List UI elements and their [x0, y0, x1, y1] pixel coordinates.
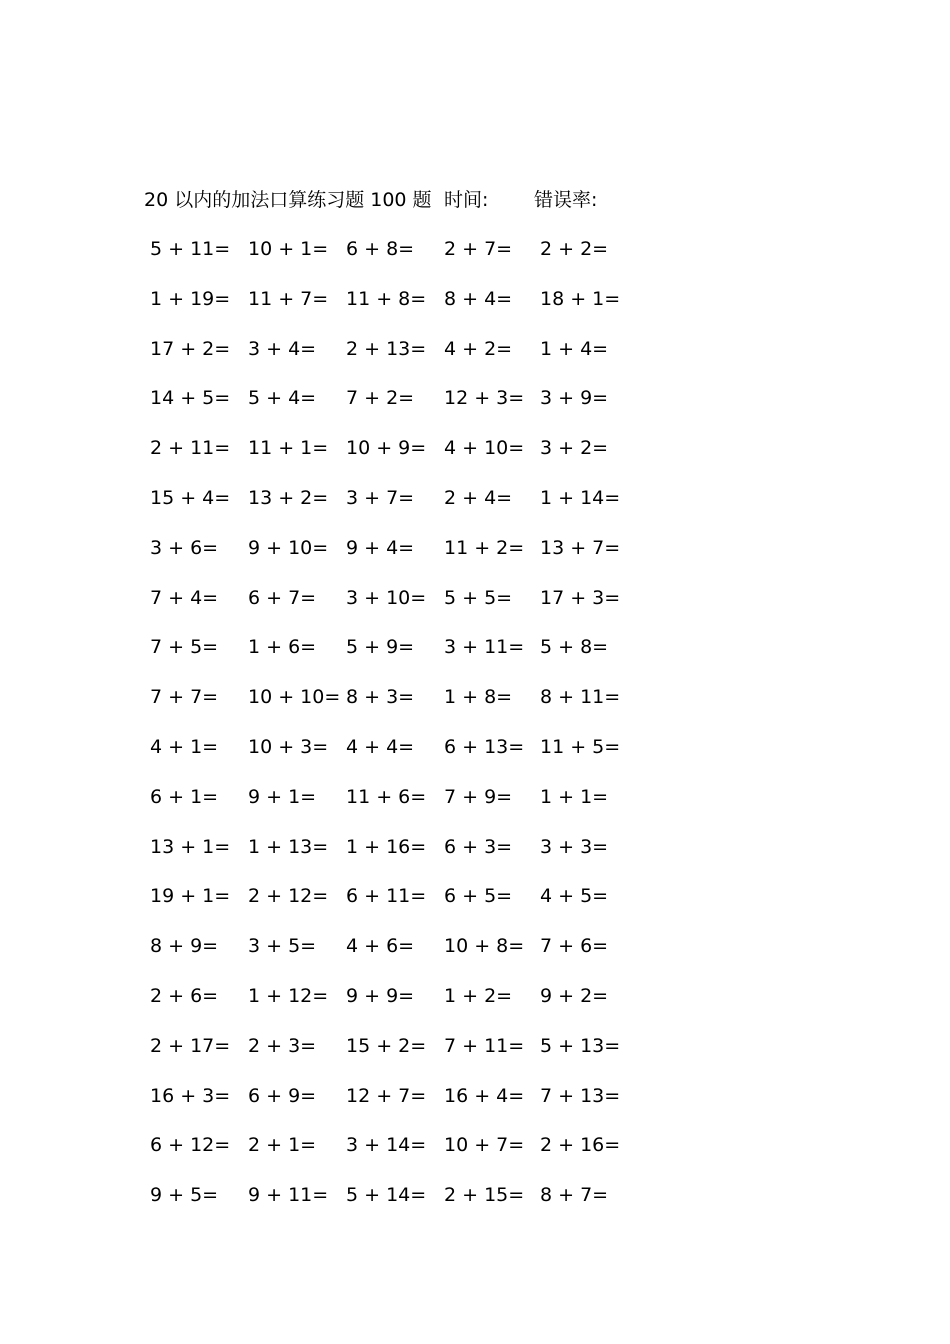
math-problem: 3 + 5= — [248, 935, 317, 958]
math-problem: 7 + 11= — [444, 1034, 525, 1057]
math-problem: 15 + 2= — [346, 1034, 427, 1057]
math-problem: 1 + 1= — [540, 785, 609, 808]
math-problem: 6 + 9= — [248, 1084, 317, 1107]
math-problem: 8 + 11= — [540, 686, 621, 709]
problem-row — [144, 981, 624, 1031]
math-problem: 11 + 1= — [248, 437, 329, 460]
math-problem: 3 + 6= — [150, 536, 219, 559]
math-problem: 2 + 2= — [540, 238, 609, 260]
math-problem: 5 + 11= — [150, 238, 231, 260]
math-problem: 7 + 7= — [150, 686, 219, 709]
problem-row — [144, 234, 624, 284]
math-problem: 5 + 13= — [540, 1034, 621, 1057]
problem-row — [144, 782, 624, 832]
math-problem: 1 + 2= — [444, 984, 513, 1007]
math-problem: 6 + 8= — [346, 238, 415, 260]
math-problem: 2 + 3= — [248, 1034, 317, 1057]
problem-row — [144, 682, 624, 732]
math-problem: 5 + 4= — [248, 387, 317, 410]
math-problem: 9 + 9= — [346, 984, 415, 1007]
math-problem: 10 + 9= — [346, 437, 427, 460]
math-problem: 2 + 17= — [150, 1034, 231, 1057]
math-problem: 9 + 2= — [540, 984, 609, 1007]
math-problem: 5 + 8= — [540, 636, 609, 659]
math-problem: 9 + 1= — [248, 785, 317, 808]
problem-row — [144, 1031, 624, 1081]
math-problem: 6 + 1= — [150, 785, 219, 808]
math-problem: 6 + 12= — [150, 1134, 231, 1157]
math-problem: 2 + 4= — [444, 486, 513, 509]
math-problem: 12 + 3= — [444, 387, 525, 410]
math-problem: 8 + 7= — [540, 1184, 609, 1207]
math-problem: 17 + 2= — [150, 337, 231, 360]
math-problem: 8 + 4= — [444, 287, 513, 310]
math-problem: 2 + 12= — [248, 885, 329, 908]
problem-row — [144, 1081, 624, 1131]
math-problem: 11 + 2= — [444, 536, 525, 559]
math-problem: 3 + 4= — [248, 337, 317, 360]
math-problem: 4 + 1= — [150, 735, 219, 758]
math-problem: 2 + 15= — [444, 1184, 525, 1207]
math-problem: 3 + 3= — [540, 835, 609, 858]
math-problem: 5 + 14= — [346, 1184, 427, 1207]
problem-row — [144, 433, 624, 483]
time-label: 时间: — [444, 189, 489, 211]
math-problem: 10 + 7= — [444, 1134, 525, 1157]
math-problem: 3 + 9= — [540, 387, 609, 410]
math-problem: 3 + 7= — [346, 486, 415, 509]
problem-row — [144, 583, 624, 633]
problem-row — [144, 383, 624, 433]
math-problem: 1 + 6= — [248, 636, 317, 659]
math-problem: 16 + 3= — [150, 1084, 231, 1107]
math-problem: 5 + 5= — [444, 586, 513, 609]
math-problem: 2 + 16= — [540, 1134, 621, 1157]
math-problem: 14 + 5= — [150, 387, 231, 410]
math-problem: 18 + 1= — [540, 287, 621, 310]
math-problem: 1 + 8= — [444, 686, 513, 709]
math-problem: 10 + 1= — [248, 238, 329, 260]
math-problem: 3 + 11= — [444, 636, 525, 659]
math-problem: 2 + 13= — [346, 337, 427, 360]
problem-row — [144, 1130, 624, 1180]
math-problem: 9 + 10= — [248, 536, 329, 559]
math-problem: 11 + 6= — [346, 785, 427, 808]
math-problem: 4 + 4= — [346, 735, 415, 758]
math-problem: 7 + 4= — [150, 586, 219, 609]
math-problem: 3 + 10= — [346, 586, 427, 609]
math-problem: 1 + 13= — [248, 835, 329, 858]
problem-row — [144, 931, 624, 981]
math-problem: 3 + 2= — [540, 437, 609, 460]
math-problem: 17 + 3= — [540, 586, 621, 609]
math-problem: 1 + 4= — [540, 337, 609, 360]
problem-row — [144, 881, 624, 931]
math-problem: 11 + 5= — [540, 735, 621, 758]
math-problem: 6 + 13= — [444, 735, 525, 758]
error-rate-label: 错误率: — [534, 189, 598, 211]
math-problem: 15 + 4= — [150, 486, 231, 509]
math-problem: 13 + 2= — [248, 486, 329, 509]
math-problem: 4 + 6= — [346, 935, 415, 958]
problem-row — [144, 1180, 624, 1230]
math-problem: 11 + 8= — [346, 287, 427, 310]
problem-row — [144, 483, 624, 533]
problem-row — [144, 334, 624, 384]
math-problem: 9 + 5= — [150, 1184, 219, 1207]
math-problem: 9 + 11= — [248, 1184, 329, 1207]
math-problem: 16 + 4= — [444, 1084, 525, 1107]
math-problem: 3 + 14= — [346, 1134, 427, 1157]
math-problem: 12 + 7= — [346, 1084, 427, 1107]
worksheet-title: 20 以内的加法口算练习题 100 题 — [144, 189, 432, 211]
math-problem: 10 + 3= — [248, 735, 329, 758]
math-problem: 13 + 1= — [150, 835, 231, 858]
math-problem: 13 + 7= — [540, 536, 621, 559]
math-problem: 4 + 5= — [540, 885, 609, 908]
math-problem: 4 + 10= — [444, 437, 525, 460]
problem-grid — [144, 234, 624, 1230]
math-problem: 2 + 6= — [150, 984, 219, 1007]
problem-row — [144, 732, 624, 782]
problem-row — [144, 533, 624, 583]
math-problem: 6 + 11= — [346, 885, 427, 908]
math-problem: 11 + 7= — [248, 287, 329, 310]
math-problem: 8 + 9= — [150, 935, 219, 958]
math-problem: 1 + 16= — [346, 835, 427, 858]
problem-row — [144, 632, 624, 682]
math-problem: 4 + 2= — [444, 337, 513, 360]
math-problem: 8 + 3= — [346, 686, 415, 709]
math-problem: 10 + 10= — [248, 686, 341, 709]
math-problem: 2 + 11= — [150, 437, 231, 460]
math-problem: 7 + 6= — [540, 935, 609, 958]
math-problem: 6 + 7= — [248, 586, 317, 609]
math-problem: 9 + 4= — [346, 536, 415, 559]
math-problem: 1 + 19= — [150, 287, 231, 310]
worksheet-header — [144, 186, 664, 214]
math-problem: 19 + 1= — [150, 885, 231, 908]
math-problem: 6 + 5= — [444, 885, 513, 908]
problem-row — [144, 832, 624, 882]
problem-row — [144, 284, 624, 334]
math-problem: 6 + 3= — [444, 835, 513, 858]
math-problem: 5 + 9= — [346, 636, 415, 659]
math-problem: 1 + 12= — [248, 984, 329, 1007]
math-problem: 7 + 5= — [150, 636, 219, 659]
math-problem: 7 + 9= — [444, 785, 513, 808]
math-problem: 7 + 13= — [540, 1084, 621, 1107]
math-problem: 7 + 2= — [346, 387, 415, 410]
math-problem: 1 + 14= — [540, 486, 621, 509]
math-problem: 2 + 7= — [444, 238, 513, 260]
math-problem: 2 + 1= — [248, 1134, 317, 1157]
math-problem: 10 + 8= — [444, 935, 525, 958]
